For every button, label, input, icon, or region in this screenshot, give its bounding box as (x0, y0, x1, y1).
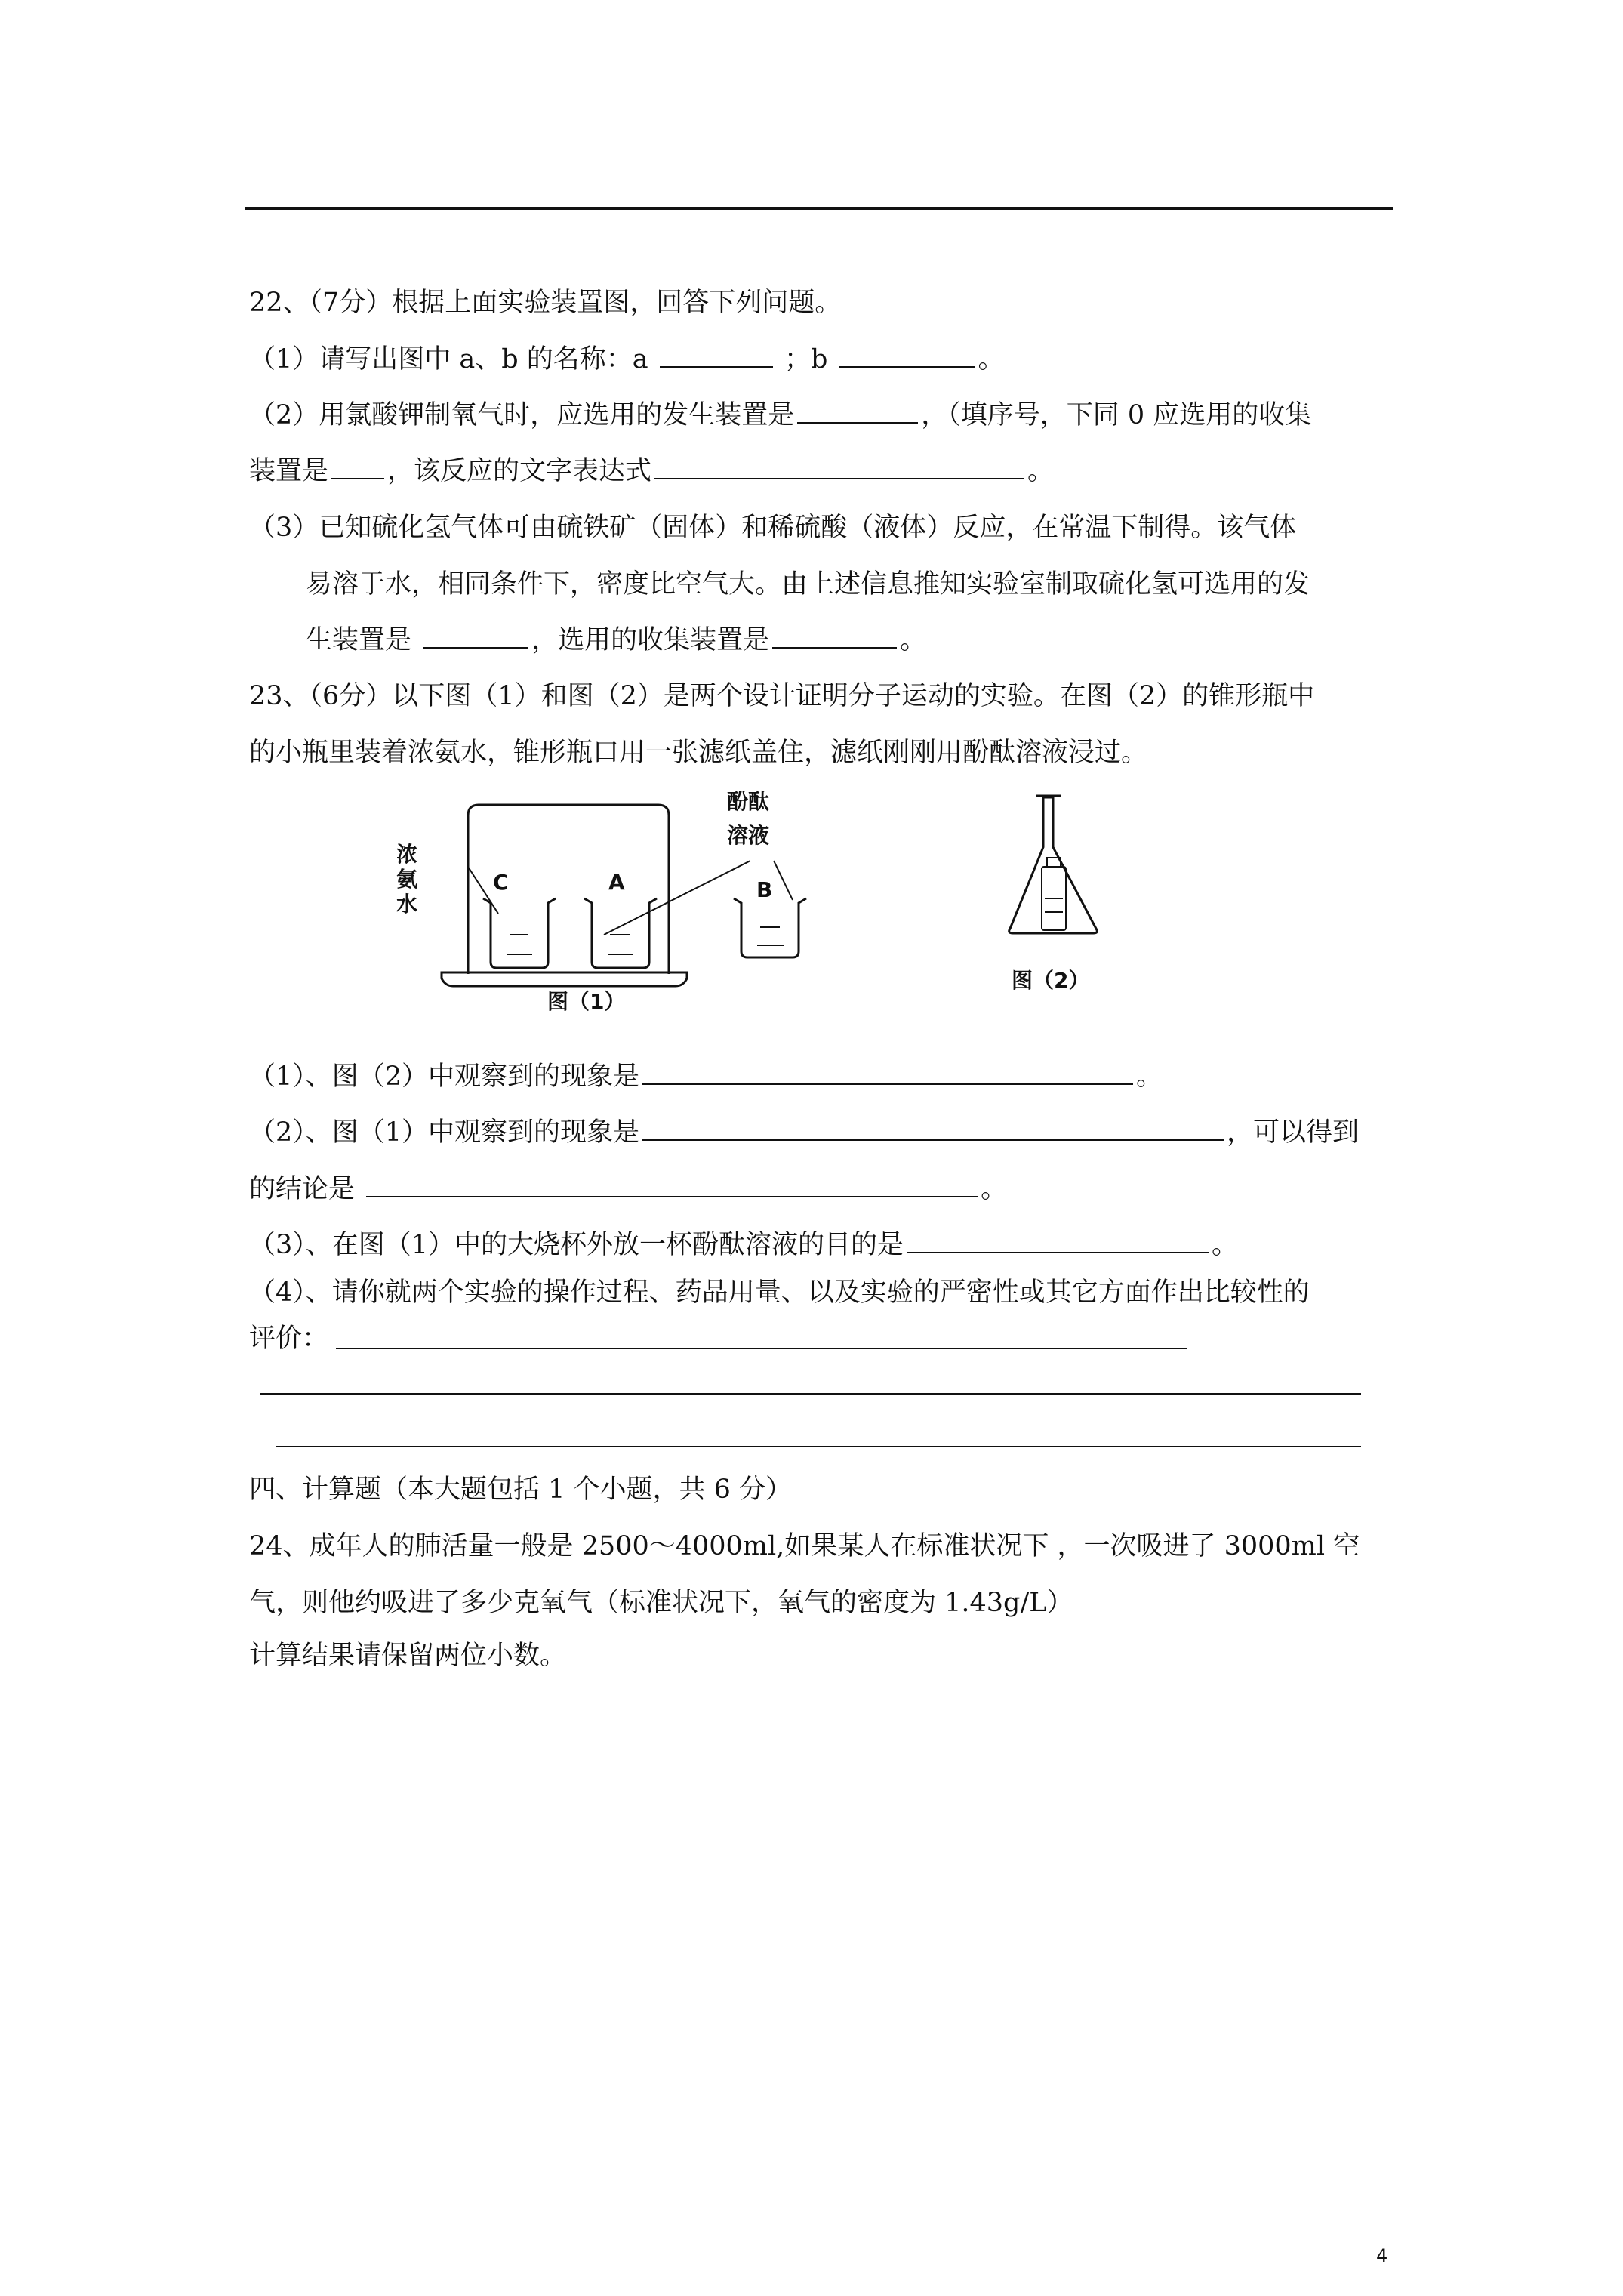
q23-part3-text: （3）、在图（1）中的大烧杯外放一杯酚酞溶液的目的是 (249, 1230, 904, 1260)
label-beaker-c: C (493, 870, 509, 895)
pointer-phenol-a (604, 861, 750, 935)
label-beaker-b: B (756, 877, 773, 902)
q23-part2-line1 (249, 1115, 1359, 1150)
label-ammonia-2: 氨 (396, 867, 418, 892)
q22-part3-text-d: ，选用的收集装置是 (531, 625, 770, 655)
label-phenol-1: 酚酞 (727, 789, 770, 814)
q23-part4-line2 (249, 1321, 328, 1356)
q23-part1-text: （1）、图（2）中观察到的现象是 (249, 1062, 640, 1092)
q22-part1 (249, 342, 1005, 377)
q22-part2-text-c: 装置是 (249, 456, 329, 486)
q22-part2-text: （2）用氯酸钾制氧气时，应选用的发生装置是 (249, 400, 795, 430)
page-number: 4 (1376, 2245, 1388, 2267)
q22-part1-text-b: ；b (784, 344, 828, 374)
q22-part1-text: （1）请写出图中 a、b 的名称：a (249, 344, 648, 374)
q23-part2-end: 。 (981, 1174, 1008, 1204)
conical-flask (1009, 796, 1098, 933)
q24-line3: 计算结果请保留两位小数。 (249, 1641, 567, 1671)
q23-part4-line1: （4）、请你就两个实验的操作过程、药品用量、以及实验的严密性或其它方面作出比较性的 (249, 1277, 1310, 1308)
answer-blank-a[interactable] (660, 344, 773, 368)
q22-part2-line2 (249, 454, 1054, 488)
label-beaker-a: A (608, 870, 625, 895)
q22-part3-end: 。 (900, 625, 927, 655)
q23-part3 (249, 1228, 1238, 1262)
q24-line1: 24、成年人的肺活量一般是 2500～4000ml,如果某人在标准状况下 ，一次吸进了 3000ml 空 (249, 1531, 1360, 1561)
q23-part4-text-b: 评价： (249, 1324, 329, 1354)
pointer-phenol-b (774, 861, 793, 900)
answer-line-eval-3[interactable] (276, 1446, 1361, 1447)
answer-blank-conclusion[interactable] (366, 1173, 978, 1197)
q23-intro-line1: 23、（6分）以下图（1）和图（2）是两个设计证明分子运动的实验。在图（2）的锥形瓶中 (249, 681, 1315, 711)
answer-line-eval-2[interactable] (260, 1393, 1361, 1395)
q23-part2-text-c: 的结论是 (249, 1174, 356, 1204)
answer-blank-purpose[interactable] (907, 1229, 1209, 1253)
q22-part3-text-c: 生装置是 (306, 625, 412, 655)
q23-intro-line2: 的小瓶里装着浓氨水，锥形瓶口用一张滤纸盖住，滤纸刚刚用酚酞溶液浸过。 (249, 738, 1148, 768)
header-rule (245, 207, 1393, 210)
answer-line-eval-1[interactable] (336, 1348, 1187, 1349)
q22-title: 22、（7分）根据上面实验装置图，回答下列问题。 (249, 288, 842, 318)
platform (442, 972, 687, 986)
answer-blank-generator[interactable] (797, 399, 918, 424)
label-ammonia-1: 浓 (396, 842, 418, 867)
q22-part2-text-b: ，（填序号，下同 0 应选用的收集 (921, 400, 1312, 430)
q22-part1-end: 。 (978, 344, 1005, 374)
q23-part1-end: 。 (1136, 1062, 1163, 1092)
q23-part1 (249, 1059, 1163, 1094)
beaker-c (483, 898, 556, 968)
q23-part2-line2 (249, 1172, 1007, 1207)
answer-blank-fig1[interactable] (642, 1117, 1224, 1141)
q22-part3-line1: （3）已知硫化氢气体可由硫铁矿（固体）和稀硫酸（液体）反应，在常温下制得。该气体 (249, 513, 1297, 543)
answer-blank-collector[interactable] (331, 455, 384, 479)
section4-title: 四、计算题（本大题包括 1 个小题，共 6 分） (249, 1475, 793, 1505)
beaker-b (734, 898, 806, 957)
answer-blank-equation[interactable] (654, 455, 1024, 479)
q24-line2: 气，则他约吸进了多少克氧气（标准状况下，氧气的密度为 1.43g/L） (249, 1588, 1073, 1618)
label-phenol-2: 溶液 (727, 823, 770, 848)
q22-part3-line2: 易溶于水，相同条件下，密度比空气大。由上述信息推知实验室制取硫化氢可选用的发 (306, 569, 1310, 599)
q22-part3-line3 (306, 623, 926, 658)
q22-part2-end: 。 (1027, 456, 1055, 486)
answer-blank-fig2[interactable] (642, 1061, 1133, 1085)
figure-1-caption: 图（1） (547, 989, 626, 1014)
q23-part2-text: （2）、图（1）中观察到的现象是 (249, 1117, 640, 1148)
label-ammonia-3: 水 (396, 892, 418, 917)
beaker-a (584, 898, 657, 968)
answer-blank-h2s-generator[interactable] (423, 624, 528, 649)
q23-part3-end: 。 (1212, 1230, 1239, 1260)
q23-part2-text-b: ，可以得到 (1227, 1117, 1360, 1148)
figure-2-caption: 图（2） (1012, 968, 1090, 993)
answer-blank-h2s-collector[interactable] (772, 624, 897, 649)
q22-part2-line1 (249, 398, 1311, 433)
answer-blank-b[interactable] (839, 344, 975, 368)
q22-part2-text-d: ，该反应的文字表达式 (387, 456, 652, 486)
